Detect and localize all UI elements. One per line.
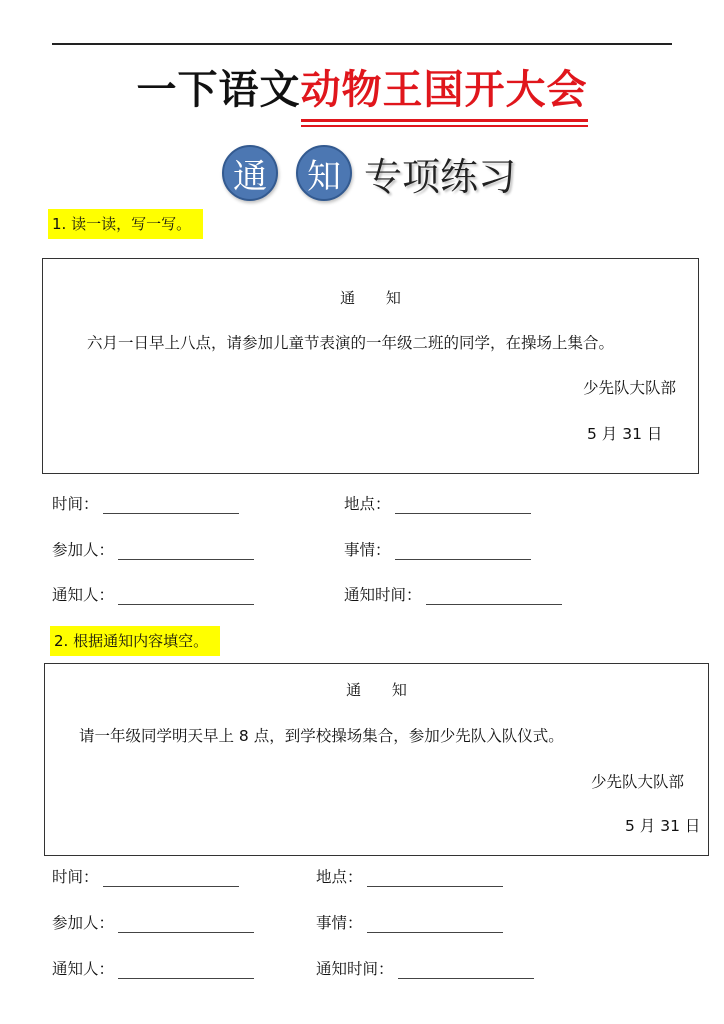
field-place-2: [316, 865, 503, 887]
subtitle: [222, 143, 516, 203]
field-label: 事情：: [316, 914, 363, 932]
field-label: 通知人：: [52, 960, 115, 978]
answer-blank[interactable]: [118, 918, 254, 933]
answer-blank[interactable]: [103, 499, 239, 514]
field-notifier-2: [52, 957, 254, 979]
notice-signature: 少先队大队部: [591, 773, 685, 791]
notice-title: 通 知: [346, 681, 407, 699]
notice-box-2: [44, 663, 709, 856]
field-event-2: [316, 911, 503, 933]
field-notifier-1: [52, 583, 254, 605]
field-label: 参加人：: [52, 914, 115, 932]
circle-char-zhi: 知: [296, 145, 352, 201]
answer-blank[interactable]: [395, 499, 531, 514]
field-participants-2: [52, 911, 254, 933]
top-divider: [52, 43, 672, 45]
question-2-heading: 2. 根据通知内容填空。: [50, 626, 220, 656]
field-label: 通知人：: [52, 586, 115, 604]
field-label: 时间：: [52, 495, 99, 513]
field-event-1: [344, 538, 531, 560]
field-time-2: [52, 865, 239, 887]
field-label: 时间：: [52, 868, 99, 886]
notice-date: 5 月 31 日: [625, 817, 701, 835]
page-title: [0, 62, 724, 118]
field-label: 地点：: [316, 868, 363, 886]
circle-char-tong: 通: [222, 145, 278, 201]
field-notice-time-2: [316, 957, 534, 979]
question-1-heading: 1. 读一读，写一写。: [48, 209, 203, 239]
field-place-1: [344, 492, 531, 514]
subtitle-text: 专项练习: [364, 154, 517, 199]
field-time-1: [52, 492, 239, 514]
answer-blank[interactable]: [367, 872, 503, 887]
answer-blank[interactable]: [118, 964, 254, 979]
title-grade-subject: 一下语文: [136, 66, 301, 113]
answer-blank[interactable]: [118, 545, 254, 560]
notice-body: 六月一日早上八点，请参加儿童节表演的一年级二班的同学，在操场上集合。: [87, 334, 615, 352]
answer-blank[interactable]: [395, 545, 531, 560]
field-notice-time-1: [344, 583, 562, 605]
field-label: 参加人：: [52, 541, 115, 559]
notice-date: 5 月 31 日: [587, 425, 663, 443]
answer-blank[interactable]: [398, 964, 534, 979]
notice-body: 请一年级同学明天早上 8 点，到学校操场集合，参加少先队入队仪式。: [79, 727, 564, 745]
field-label: 事情：: [344, 541, 391, 559]
title-lesson-name: 动物王国开大会: [301, 62, 588, 118]
notice-title: 通 知: [340, 289, 401, 307]
answer-blank[interactable]: [118, 590, 254, 605]
field-participants-1: [52, 538, 254, 560]
answer-blank[interactable]: [426, 590, 562, 605]
field-label: 通知时间：: [316, 960, 394, 978]
notice-box-1: [42, 258, 699, 474]
answer-blank[interactable]: [103, 872, 239, 887]
field-label: 地点：: [344, 495, 391, 513]
field-label: 通知时间：: [344, 586, 422, 604]
answer-blank[interactable]: [367, 918, 503, 933]
notice-signature: 少先队大队部: [583, 379, 677, 397]
